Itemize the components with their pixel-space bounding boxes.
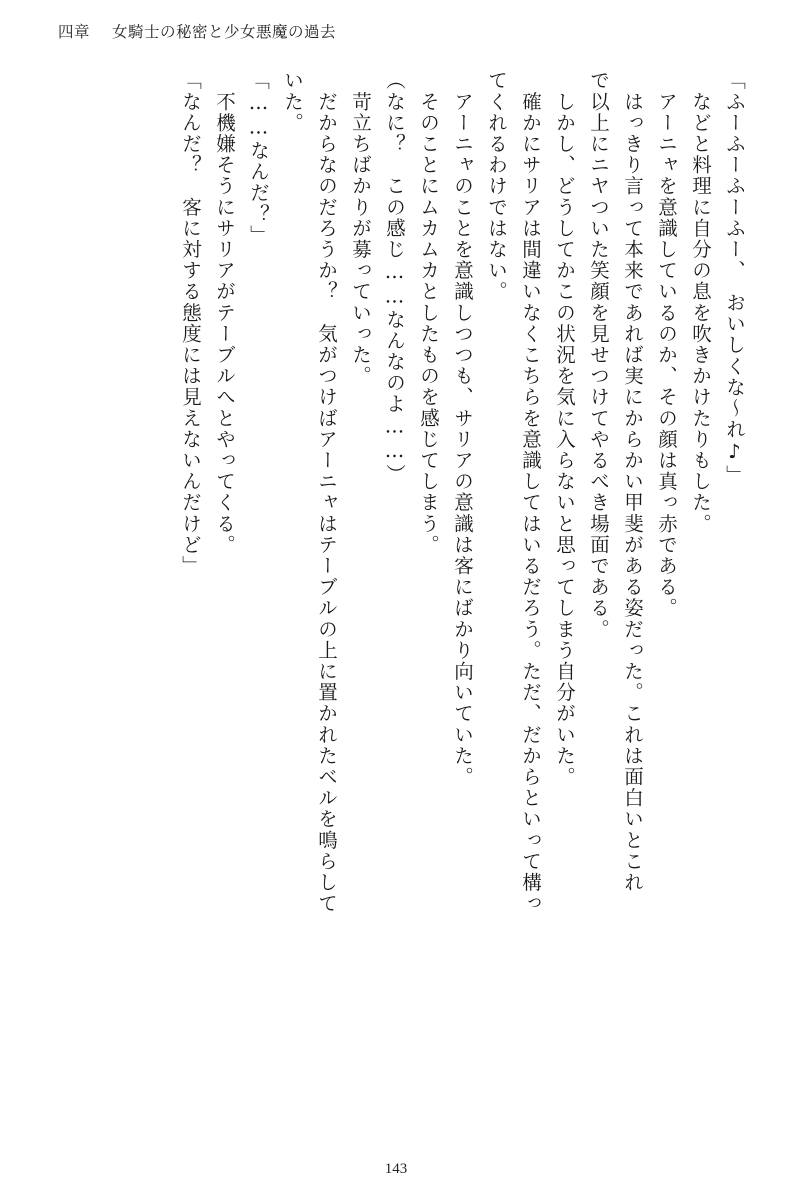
chapter-number: 四章: [58, 24, 91, 41]
text-column: 「なんだ？ 客に対する態度には見えないんだけど」: [179, 70, 202, 577]
text-column: しかし、どうしてかこの状況を気に入らないと思ってしまう自分がいた。: [553, 70, 576, 788]
text-column: 「……なんだ？」: [247, 70, 270, 246]
page-number: 143: [384, 1161, 408, 1177]
text-column: はっきり言って本来であれば実にからかい甲斐がある姿だった。これは面白いとこれ: [621, 70, 644, 893]
text-column: アーニャのことを意識しつつも、サリアの意識は客にばかり向いていた。: [451, 70, 474, 788]
text-column: そのことにムカムカとしたものを感じてしまう。: [417, 70, 440, 556]
text-column: （なに？ この感じ……なんなのよ……）: [383, 70, 406, 485]
body-text: [44, 70, 744, 1130]
text-column: アーニャを意識しているのか、その顔は真っ赤である。: [655, 70, 678, 619]
text-column: 「ふーふーふーふー、 おいしくな～れ♪」: [723, 70, 746, 486]
text-column: だからなのだろうか？ 気がつけばアーニャはテーブルの上に置かれたベルを鳴らして: [315, 70, 338, 914]
text-column: で以上にニヤついた笑顔を見せつけてやるべき場面である。: [587, 70, 610, 640]
text-column: 苛立ちばかりが募っていった。: [349, 70, 372, 387]
text-column: 不機嫌そうにサリアがテーブルへとやってくる。: [213, 70, 236, 556]
running-head: [58, 20, 336, 42]
text-column: てくれるわけではない。: [485, 70, 508, 303]
chapter-title: 女騎士の秘密と少女悪魔の過去: [112, 24, 337, 41]
text-column: いた。: [281, 70, 304, 134]
text-column: などと料理に自分の息を吹きかけたりもした。: [689, 70, 712, 535]
text-column: 確かにサリアは間違いなくこちらを意識してはいるだろう。ただ、だからといって構っ: [519, 70, 542, 914]
